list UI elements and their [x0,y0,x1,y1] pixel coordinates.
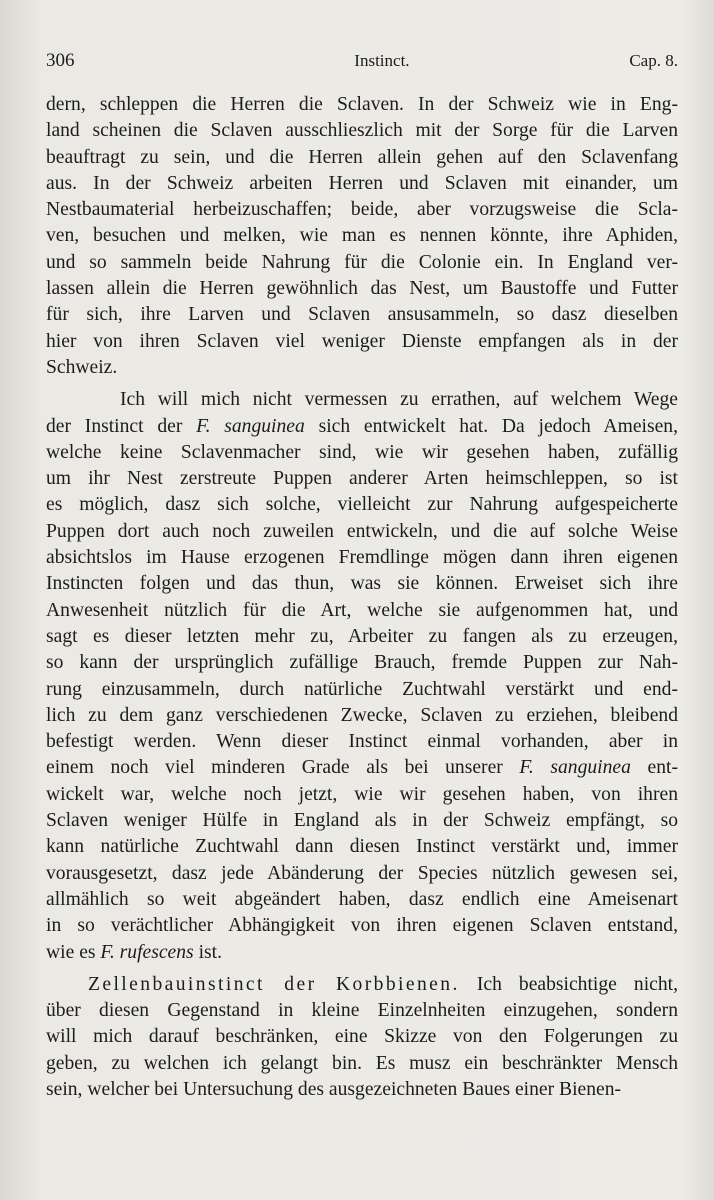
text-line: absichtslos im Hause erzogenen Fremdlinge mögen dann ihren eigenen [46,547,678,569]
paragraph [46,972,678,1103]
text-line: über diesen Gegenstand in kleine Einzelnheiten einzugehen, sondern [46,1000,678,1022]
text-line: und so sammeln beide Nahrung für die Colonie ein. In England ver- [46,251,678,273]
chapter-label: Cap. 8. [629,51,678,70]
text-line: für sich, ihre Larven und Sclaven ansusammeln, so dasz dieselben [46,304,678,326]
text-line: allmählich so weit abgeändert haben, dasz endlich eine Ameisenart [46,888,678,910]
text-line: Schweiz. [46,356,118,378]
text-line: rung einzusammeln, durch natürliche Zuchtwahl verstärkt und end- [46,678,678,700]
text-line: ven, besuchen und melken, wie man es nennen könnte, ihre Aphiden, [46,225,678,247]
text-line: aus. In der Schweiz arbeiten Herren und Sclaven mit einander, um [46,172,678,194]
text-line: Instincten folgen und das thun, was sie können. Erweiset sich ihre [46,573,678,595]
text-line: sagt es dieser letzten mehr zu, Arbeiter zu fangen als zu erzeugen, [46,625,678,647]
section-heading: Zellenbauinstinct der Korbbienen. [88,973,460,995]
text-line: Anwesenheit nützlich für die Art, welche sie aufgenommen hat, und [46,599,678,621]
running-title: Instinct. [354,51,410,70]
text-line: Ich will mich nicht vermessen zu errathen, auf welchem Wege [120,389,678,411]
paragraph [46,387,678,966]
text-line: Sclaven weniger Hülfe in England als in der Schweiz empfängt, so [46,810,678,832]
text-line: will mich darauf beschränken, eine Skizze von den Folgerungen zu [46,1026,678,1048]
text-line: land scheinen die Sclaven ausschlieszlich mit der Sorge für die Larven [46,120,678,142]
page-number: 306 [46,50,75,71]
text-line: Puppen dort auch noch zuweilen entwickeln, und die auf solche Weise [46,520,678,542]
text-line: beauftragt zu sein, und die Herren allein gehen auf den Sclavenfang [46,146,678,168]
text-line: Zellenbauinstinct der Korbbienen. Ich beabsichtige nicht, [88,973,678,995]
text-line: um ihr Nest zerstreute Puppen anderer Arten heimschleppen, so ist [46,468,678,490]
text-line: so kann der ursprünglich zufällige Brauch, fremde Puppen zur Nah- [46,652,678,674]
text-line: dern, schleppen die Herren die Sclaven. In der Schweiz wie in Eng- [46,94,678,115]
text-line: Nestbaumaterial herbeizuschaffen; beide, aber vorzugsweise die Scla- [46,199,678,221]
text-line: welche keine Sclavenmacher sind, wie wir gesehen haben, zufällig [46,441,678,463]
paragraph [46,92,678,381]
italic-term: F. rufescens [100,941,194,963]
text-line: einem noch viel minderen Grade als bei unserer F. sanguinea ent- [46,757,678,779]
running-header [46,50,678,88]
text-line: geben, zu welchen ich gelangt bin. Es musz ein beschränkter Mensch [46,1052,678,1074]
body-text [46,92,678,1103]
text-line: wie es F. rufescens ist. [46,941,222,963]
text-line: lich zu dem ganz verschiedenen Zwecke, Sclaven zu erziehen, bleibend [46,704,678,726]
text-line: der Instinct der F. sanguinea sich entwickelt hat. Da jedoch Ameisen, [46,415,678,437]
text-line: in so verächtlicher Abhängigkeit von ihren eigenen Sclaven entstand, [46,915,678,937]
text-line: sein, welcher bei Untersuchung des ausgezeichneten Baues einer Bienen- [46,1078,622,1100]
text-line: wickelt war, welche noch jetzt, wie wir gesehen haben, von ihren [46,783,678,805]
text-line: kann natürliche Zuchtwahl dann diesen Instinct verstärkt und, immer [46,836,678,858]
italic-term: F. sanguinea [519,757,631,779]
text-line: lassen allein die Herren gewöhnlich das Nest, um Baustoffe und Futter [46,278,678,300]
text-line: vorausgesetzt, dasz jede Abänderung der Species nützlich gewesen sei, [46,862,678,884]
italic-term: F. sanguinea [196,415,305,437]
text-line: hier von ihren Sclaven viel weniger Dienste empfangen als in der [46,330,678,352]
text-line: befestigt werden. Wenn dieser Instinct einmal vorhanden, aber in [46,731,678,753]
text-line: es möglich, dasz sich solche, vielleicht zur Nahrung aufgespeicherte [46,494,678,516]
